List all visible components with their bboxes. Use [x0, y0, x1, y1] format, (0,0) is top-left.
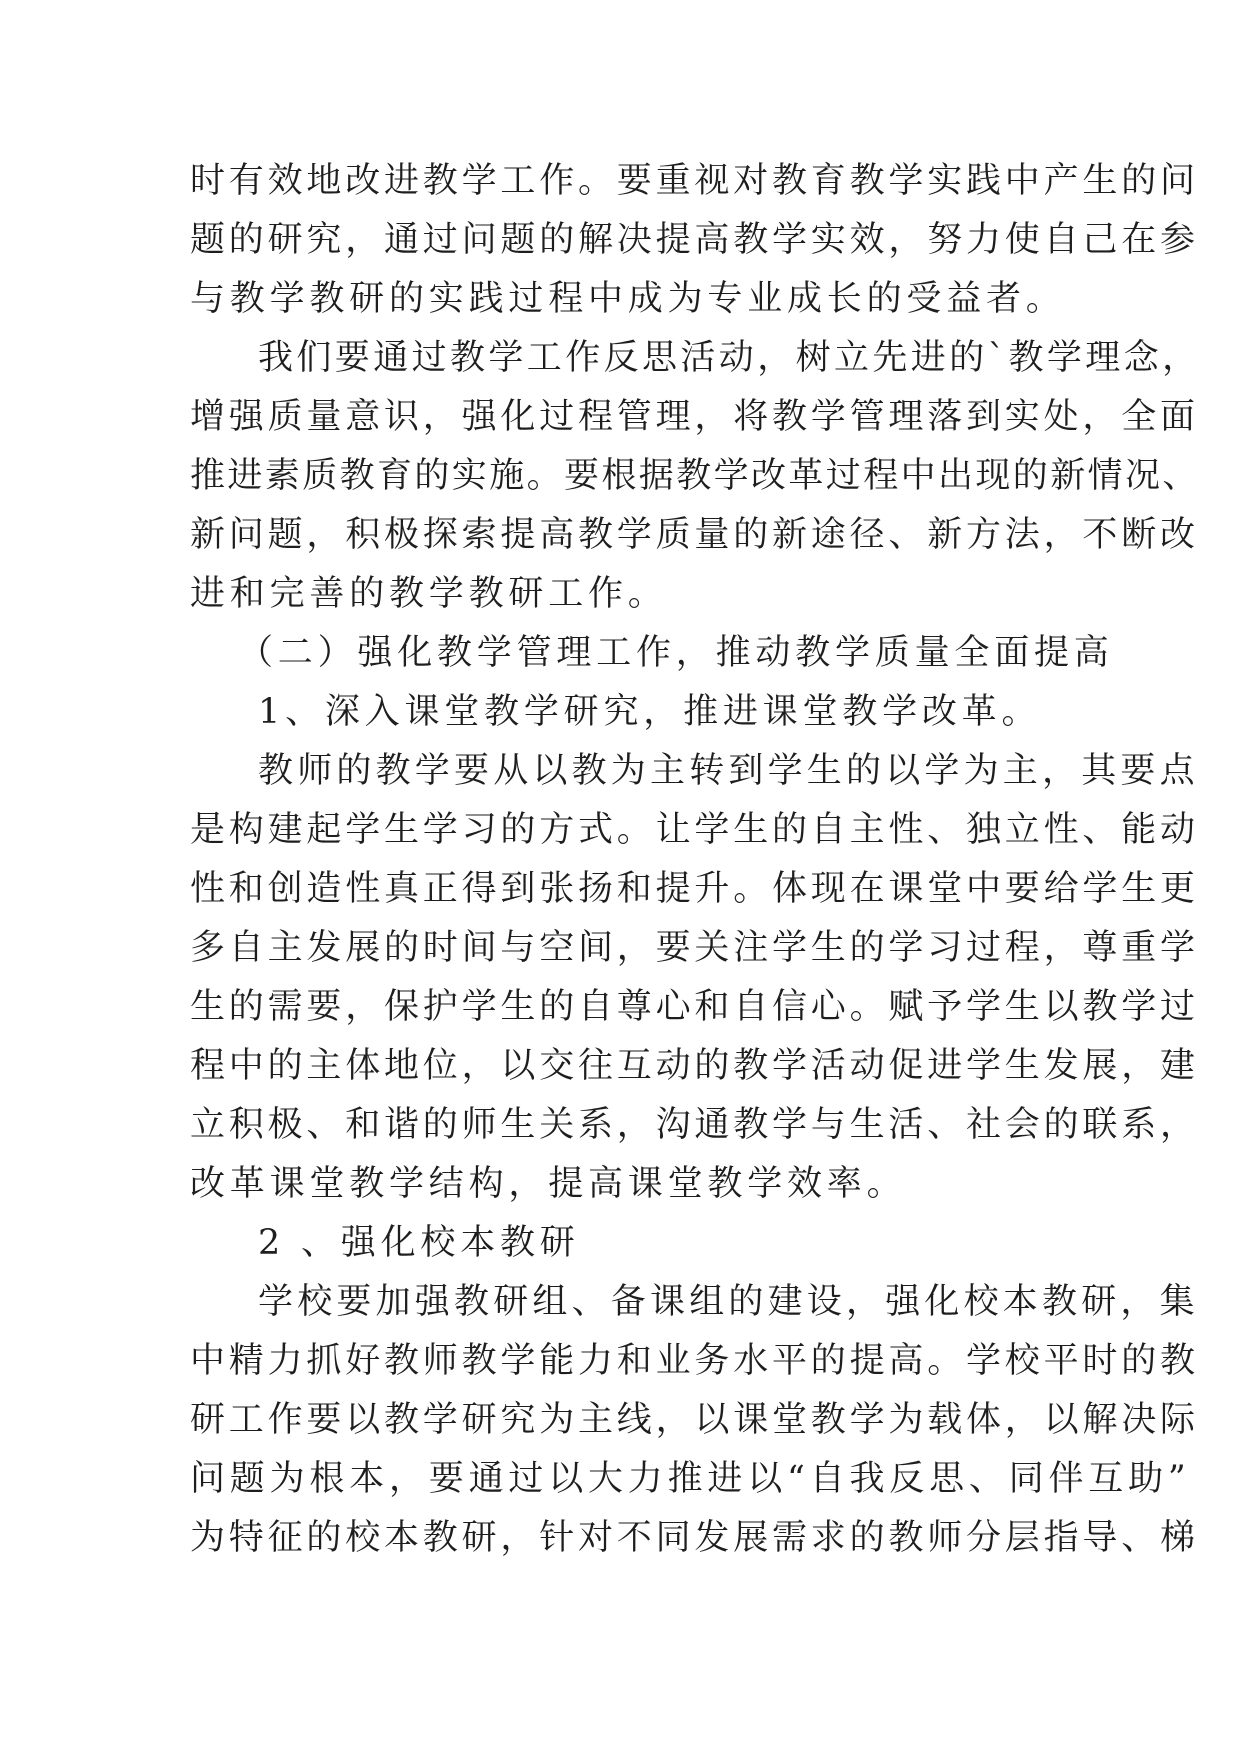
text-line: 推进素质教育的实施。要根据教学改革过程中出现的新情况、 [190, 456, 1200, 496]
subsection-heading: 1、深入课堂教学研究，推进课堂教学改革。 [258, 692, 1042, 732]
text-line: 程中的主体地位，以交往互动的教学活动促进学生发展，建 [190, 1046, 1199, 1086]
text-line: 改革课堂教学结构，提高课堂教学效率。 [190, 1164, 907, 1204]
text-line: 进和完善的教学教研工作。 [190, 574, 668, 614]
text-line: 问题为根本，要通过以大力推进以“自我反思、同伴互助” [190, 1459, 1191, 1499]
text-line: 是构建起学生学习的方式。让学生的自主性、独立性、能动 [190, 810, 1199, 850]
paragraph-first-line: 我们要通过教学工作反思活动，树立先进的`教学理念， [258, 338, 1201, 378]
subsection-heading: 2 、强化校本教研 [258, 1223, 580, 1263]
text-line: 为特征的校本教研，针对不同发展需求的教师分层指导、梯 [190, 1518, 1199, 1558]
section-heading: （二）强化教学管理工作，推动教学质量全面提高 [238, 633, 1114, 673]
text-line: 中精力抓好教师教学能力和业务水平的提高。学校平时的教 [190, 1341, 1199, 1381]
text-line: 题的研究，通过问题的解决提高教学实效，努力使自己在参 [190, 220, 1199, 260]
text-line: 立积极、和谐的师生关系，沟通教学与生活、社会的联系， [190, 1105, 1199, 1145]
text-line: 多自主发展的时间与空间，要关注学生的学习过程，尊重学 [190, 928, 1199, 968]
text-line: 生的需要，保护学生的自尊心和自信心。赋予学生以教学过 [190, 987, 1199, 1027]
text-line: 时有效地改进教学工作。要重视对教育教学实践中产生的问 [190, 161, 1199, 201]
text-line: 与教学教研的实践过程中成为专业成长的受益者。 [190, 279, 1066, 319]
paragraph-first-line: 学校要加强教研组、备课组的建设，强化校本教研，集 [258, 1282, 1199, 1322]
text-line: 新问题，积极探索提高教学质量的新途径、新方法，不断改 [190, 515, 1199, 555]
paragraph-first-line: 教师的教学要从以教为主转到学生的以学为主，其要点 [258, 751, 1199, 791]
text-line: 性和创造性真正得到张扬和提升。体现在课堂中要给学生更 [190, 869, 1199, 909]
text-line: 研工作要以教学研究为主线，以课堂教学为载体，以解决际 [190, 1400, 1199, 1440]
text-line: 增强质量意识，强化过程管理，将教学管理落到实处，全面 [190, 397, 1199, 437]
